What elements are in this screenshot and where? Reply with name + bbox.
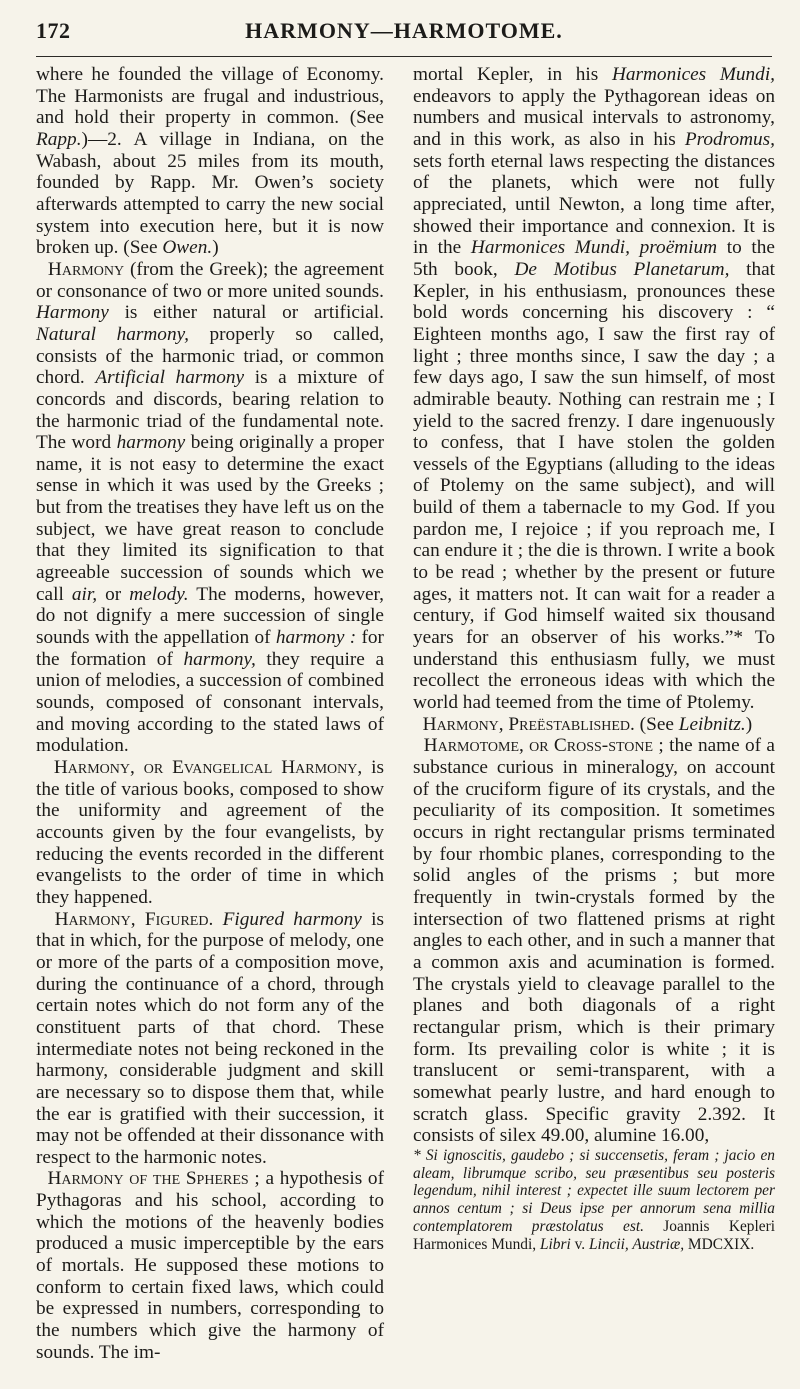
entry-harmotome: Harmotome, or Cross-stone ; the name of a substance curious in mineralogy, on account of the cruciform figure of its crystals, and the peculiarity of its composition. It sometimes occurs in right rectangular prisms terminated by four rhombic planes, corresponding to the solid angles of the prisms ; but more frequently in twin-crystals formed by the intersection of two flattened prisms at right angles to each other, and in such a manner that a common axis and acumination is formed. The crystals yield to cleavage parallel to the planes and both diagonals of a right rectangular prism, which is their primary form. Its prevailing color is white ; it is translucent or semi-transparent, with a somewhat pearly lustre, and hard enough to scratch glass. Specific gravity 2.392. It consists of silex 49.00, alumine 16.00, <box>413 735 775 1147</box>
page-number: 172 <box>36 18 71 43</box>
running-head: HARMONY—HARMOTOME. <box>245 18 563 43</box>
xref-leibnitz: Leibnitz. <box>678 713 746 735</box>
right-column <box>413 64 775 1254</box>
entry-headword: Harmony of the Spheres <box>47 1168 249 1190</box>
entry-harmony: Harmony (from the Greek); the agreement or consonance of two or more united sounds. Harmony is either natural or artificial. Natural harmony, properly so called, consists of the harmonic triad, or common chord. Artificial harmony is a mixture of concords and discords, bearing relation to the harmonic triad of the fundamental note. The word harmony being originally a proper name, it is not easy to determine the exact sense in which it was used by the Greeks ; but from the treatises they have left us on the subject, we have great reason to conclude that they limited its signification to that agreeable succession of sounds which we call air, or melody. The moderns, however, do not dignify a mere succession of single sounds with the appellation of harmony : for the formation of harmony, they require a union of melodies, a succession of combined sounds, composed of consonant intervals, and moving according to the stated laws of modulation. <box>36 258 385 757</box>
paragraph-kepler: mortal Kepler, in his Harmonices Mundi, endeavors to apply the Pythagorean ideas on numbers and musical intervals to astronomy, and in this work, as also in his Prodromus, sets forth eternal laws respecting the distances of the planets, which were not fully appreciated, until Newton, a long time after, showed their importance and connexion. It is in the Harmonices Mundi, proëmium to the 5th book, De Motibus Planetarum, that Kepler, in his enthusiasm, pronounces these bold words concerning his discovery : “ Eighteen months ago, I saw the first ray of light ; three months since, I saw the day ; a few days ago, I saw the sun himself, of most admirable beauty. Nothing can restrain me ; I yield to the sacred frenzy. I dare ingenuously to confess, that I have stolen the golden vessels of the Egyptians (alluding to the ideas of Ptolemy on the same subject), and will build of them a tabernacle to my God. If you pardon me, I rejoice ; if you reproach me, I can endure it ; the die is thrown. I write a book to be read ; whether by the present or future ages, it matters not. It can wait for a reader a century, if God himself waited six thousand years for an observer of his works.”* To understand this enthusiasm fully, we must recollect the erroneous ideas with which the world had teemed from the time of Ptolemy. <box>413 64 776 714</box>
entry-figured-harmony: Harmony, Figured. Figured harmony is that in which, for the purpose of melody, one or more of the parts of a composition move, during the continuance of a chord, through certain notes which do not form any of the constituent parts of that chord. These intermediate notes not being reckoned in the harmony, considerable judgment and skill are necessary so to dispose them that, while the ear is gratified with their succession, it may not be offended at their dissonance with respect to the harmonic notes. <box>36 908 384 1168</box>
footnote: * Si ignoscitis, gaudebo ; si succensetis, feram ; jacio en aleam, librumque scribo, seu præsentibus seu posteris legendum, nihil interest ; expectet ille suum lectorem per annos centum ; si Deus ipse per annorum sena millia contemplatorem præstolatus est. Joannis Kepleri Harmonices Mundi, Libri v. Lincii, Austriæ, MDCXIX. <box>413 1146 775 1253</box>
xref-owen: Owen. <box>162 237 213 259</box>
left-column <box>36 64 384 1363</box>
entry-preestablished-harmony: Harmony, Preëstablished. (See Leibnitz.) <box>422 713 753 735</box>
entry-harmony-of-spheres: Harmony of the Spheres ; a hypothesis of Pythagoras and his school, according to which the motions of the heavenly bodies produced a music imperceptible by the ears of mortals. He supposed these motions to conform to certain fixed laws, which could be expressed in numbers, corresponding to the numbers which give the harmony of sounds. The im- <box>36 1168 384 1363</box>
page-header <box>36 14 772 54</box>
paragraph-harmonists: where he founded the village of Economy. The Harmonists are frugal and industrious, and hold their property in common. (See Rapp.)—2. A village in Indiana, on the Wabash, about 25 miles from its mouth, founded by Rapp. Mr. Owen’s society afterwards attempted to carry the new social system into execution here, but it is now broken up. (See Owen.) <box>36 64 384 259</box>
entry-headword: Harmony, Figured. <box>54 908 214 930</box>
entry-evangelical-harmony: Harmony, or Evangelical Harmony, is the title of various books, composed to show the uniformity and agreement of the accounts given by the four evangelists, by reducing the events recorded in the different evangelists to the order of time in which they happened. <box>36 757 385 908</box>
xref-rapp: Rapp. <box>36 128 82 150</box>
entry-headword: Harmotome, or Cross-stone <box>423 735 654 757</box>
entry-headword: Harmony, or Evangelical Harmony, <box>53 757 363 778</box>
entry-headword: Harmony, Preëstablished. <box>422 713 635 735</box>
header-rule <box>36 56 772 57</box>
entry-headword: Harmony <box>47 258 125 280</box>
